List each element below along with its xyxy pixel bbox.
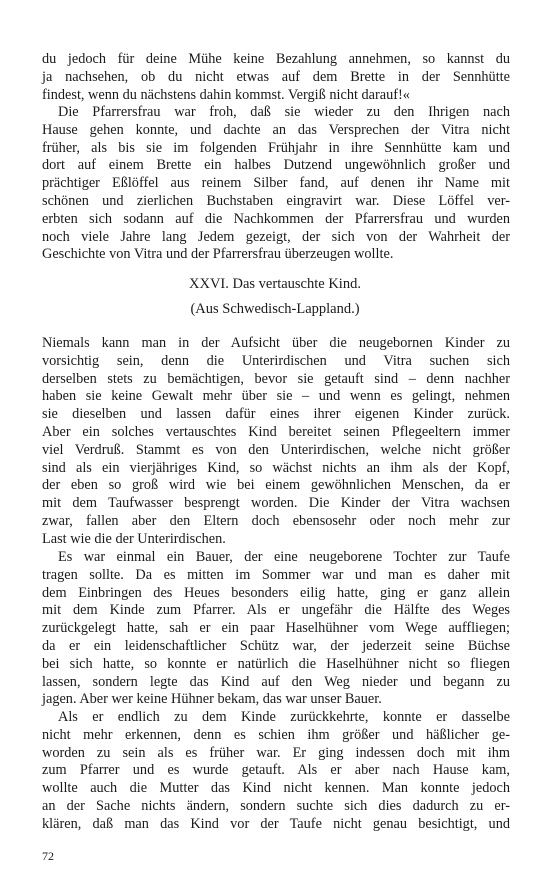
text-line: wollte auch die Mutter das Kind nicht kennen. Man konnte jedoch xyxy=(42,780,510,797)
text-line: prächtiger Eßlöffel aus reinem Silber fand, auf denen ihr Name mit xyxy=(42,175,510,192)
text-line: Die Pfarrersfrau war froh, daß sie wieder zu den Ihrigen nach xyxy=(58,104,510,120)
text-line: früher, als bis sie im folgenden Frühjahr in ihre Sennhütte kam und xyxy=(42,139,510,156)
text-line: der eben so groß wird wie bei einem gewöhnlichen Menschen, da er xyxy=(42,477,510,494)
text-line: da er ein leidenschaftlicher Schütz war, der jederzeit seine Büchse xyxy=(42,637,510,654)
text-line: zwar, fallen aber den Eltern doch ebensosehr oder noch mehr zur xyxy=(42,512,510,529)
text-line: ja nachsehen, ob du nicht etwas auf dem Brette in der Sennhütte xyxy=(42,68,510,85)
text-line: tragen sollte. Da es mitten im Sommer war und man es daher mit xyxy=(42,566,510,583)
text-line: Als er endlich zu dem Kinde zurückkehrte, konnte er dasselbe xyxy=(58,709,510,725)
text-line: viel Verdruß. Stammt es von den Unterirdischen, welche nicht größer xyxy=(42,441,510,458)
paragraph-silver-spoons xyxy=(42,104,510,264)
text-line: an der Sache nichts ändern, sondern suchte sich dies dadurch zu er- xyxy=(42,797,510,814)
text-line: sind als ein vierjähriges Kind, so wächst nichts an ihm als der Kopf, xyxy=(42,459,510,476)
text-line: noch viele Jahre lang Jedem gezeigt, der sich von der Wahrheit der xyxy=(42,228,510,245)
text-line: Aber ein solches vertauschtes Kind bereitet seinen Pflegeeltern immer xyxy=(42,423,510,440)
text-line: klären, daß man das Kind vor der Taufe nicht genau besichtigt, und xyxy=(42,815,510,832)
paragraph-return-to-child xyxy=(42,709,510,834)
text-line: dort auf einem Brette ein halbes Dutzend ungewöhnlich großer und xyxy=(42,157,510,174)
chapter-title: XXVI. Das vertauschte Kind. xyxy=(189,276,361,292)
text-line: jagen. Aber wer keine Hühner bekam, das war unser Bauer. xyxy=(42,691,382,708)
text-line: erbten sich sodann auf die Nachkommen der Pfarrersfrau und wurden xyxy=(42,210,510,227)
text-line: haben sie keine Gewalt mehr über sie – und wenn es gelingt, nehmen xyxy=(42,388,510,405)
text-line: bei sich hatte, so konnte er natürlich die Haselhühner nicht so fliegen xyxy=(42,655,510,672)
text-line: Last wie die der Unterirdischen. xyxy=(42,530,226,547)
text-line: dem Einbringen des Heues besonders eilig hatte, ging er ganz allein xyxy=(42,584,510,601)
paragraph-closing-speech xyxy=(42,51,510,104)
page-number: 72 xyxy=(42,849,54,863)
text-line: nicht mehr erkennen, denn es schien ihm größer und häßlicher ge- xyxy=(42,726,510,743)
paragraph-farmer-story xyxy=(42,549,510,709)
text-line: vorsichtig sein, denn die Unterirdischen und Vitra suchen sich xyxy=(42,352,510,369)
text-line: zurückgelegt hatte, sah er ein paar Haselhühner vom Wege auffliegen; xyxy=(42,620,510,637)
text-line: mit dem Taufwasser besprengt worden. Die Kinder der Vitra wachsen xyxy=(42,495,510,512)
text-line: sie dieselben und lassen dafür eines ihrer eigenen Kinder zurück. xyxy=(42,406,510,423)
text-line: Es war einmal ein Bauer, der eine neugeborene Tochter zur Taufe xyxy=(58,549,510,565)
text-line: derselben stets zu bemächtigen, bevor sie getauft sind – denn nachher xyxy=(42,370,510,387)
text-line: mit dem Kinde zum Pfarrer. Als er ungefähr die Hälfte des Weges xyxy=(42,602,510,619)
text-line: findest, wenn du nächstens dahin kommst. Vergiß nicht darauf!« xyxy=(42,86,410,103)
text-line: Hause gehen konnte, und dachte an das Versprechen der Vitra nicht xyxy=(42,121,510,138)
text-line: Geschichte von Vitra und der Pfarrersfrau überzeugen wollte. xyxy=(42,246,394,263)
text-line: worden zu sein als es früher war. Er ging indessen doch mit ihm xyxy=(42,744,510,761)
text-line: schönen und zierlichen Buchstaben eingravirt war. Diese Löffel ver- xyxy=(42,192,510,209)
text-line: Niemals kann man in der Aufsicht über die neugebornen Kinder zu xyxy=(42,335,510,351)
chapter-subtitle: (Aus Schwedisch-Lappland.) xyxy=(190,301,360,317)
paragraph-changeling-intro xyxy=(42,335,510,549)
text-line: lassen, sondern legte das Kind auf den Weg nieder und begann zu xyxy=(42,673,510,690)
text-line: du jedoch für deine Mühe keine Bezahlung annehmen, so kannst du xyxy=(42,51,510,67)
text-line: zum Pfarrer und es wurde getauft. Als er aber nach Hause kam, xyxy=(42,762,510,779)
